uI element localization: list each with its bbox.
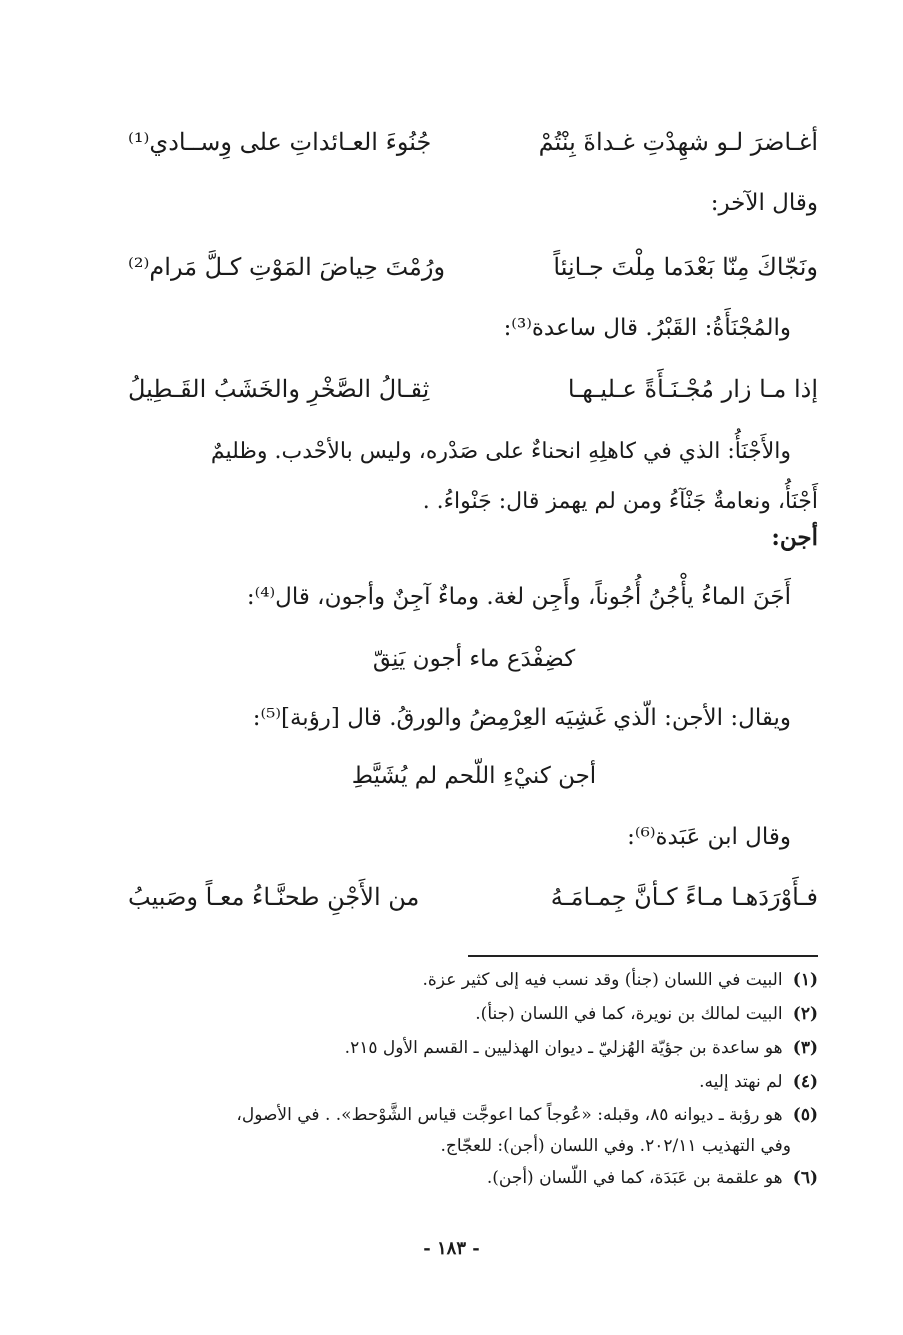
verse-first-hemistich: إذا مـا زار مُجْـنَـأَةً عـليـهـا xyxy=(567,375,818,403)
prose-line: أَجْنَأُ، ونعامةٌ جَنْآءُ ومن لم يهمز قال: جَنْواءُ. . xyxy=(422,489,818,514)
prose-line: أَجَنَ الماءُ يأْجُنُ أُجُوناً، وأَجِن لغة. وماءٌ آجِنٌ وأجون، قال⁽⁴⁾: xyxy=(246,584,791,610)
footnote-number: (٣) xyxy=(792,1038,818,1058)
footnote-text: هو ساعدة بن جؤيّة الهُزليّ ـ ديوان الهذليين ـ القسم الأول ٢١٥. xyxy=(344,1038,783,1058)
verse-first-hemistich: أغـاضرَ لـو شهِدْتِ غـداةَ بِنْتُمْ xyxy=(538,128,818,156)
footnote-number: (٤) xyxy=(792,1072,818,1092)
footnote-number: (٦) xyxy=(792,1168,818,1188)
verse-line xyxy=(128,880,818,914)
footnote xyxy=(125,1069,818,1095)
footnote-continuation xyxy=(125,1133,791,1159)
verse-first-hemistich: فـأَوْرَدَهـا مـاءً كـأنَّ جِمـامَـهُ xyxy=(550,883,818,911)
footnote xyxy=(125,1035,818,1061)
footnote-text: هو رؤبة ـ ديوانه ٨٥، وقبله: «عُوجاً كما اعوجَّت قياس الشَّوْحط». . في الأصول، xyxy=(236,1105,783,1125)
footnote-separator xyxy=(468,955,818,957)
page-number: - ١٨٣ - xyxy=(423,1238,480,1259)
verse-second-hemistich: جُنُوءَ العـائداتِ على وِســادي⁽¹⁾ xyxy=(128,128,432,156)
verse-fragment: كضِفْدَع ماء أجون يَنِقّ xyxy=(372,646,576,672)
prose-line: وقال الآخر: xyxy=(710,190,818,216)
footnote-number: (١) xyxy=(792,970,818,990)
verse-fragment: أجن كنيْءِ اللّحم لم يُشَيَّطِ xyxy=(351,763,597,789)
footnote xyxy=(125,1102,818,1128)
footnote-text: لم نهتد إليه. xyxy=(699,1072,783,1092)
verse-first-hemistich: ونَجّاكَ مِنّا بَعْدَما مِلْتَ جـانِئاً xyxy=(553,253,818,281)
footnote-text: هو علقمة بن عَبَدَة، كما في اللّسان (أجن). xyxy=(486,1168,783,1188)
footnote xyxy=(125,967,818,993)
footnote xyxy=(125,1165,818,1191)
footnote-text: وفي التهذيب ٢٠٢/١١. وفي اللسان (أجن): للعجّاج. xyxy=(440,1136,791,1156)
footnote xyxy=(125,1001,818,1027)
prose-line: ويقال: الأجن: الّذي غَشِيَه العِرْمِضُ والورقُ. قال [رؤبة]⁽⁵⁾: xyxy=(252,705,791,731)
verse-second-hemistich: ثِقـالُ الصَّخْرِ والخَشَبُ القَـطِيلُ xyxy=(128,375,430,403)
verse-second-hemistich: من الأَجْنِ طحنَّـاءُ معـاً وصَبيبُ xyxy=(128,883,420,911)
footnote-number: (٢) xyxy=(792,1004,818,1024)
verse-second-hemistich: ورُمْتَ حِياضَ المَوْتِ كـلَّ مَرام⁽²⁾ xyxy=(128,253,446,281)
verse-line xyxy=(128,372,818,406)
prose-line: والمُجْنَأَةُ: القَبْرُ. قال ساعدة⁽³⁾: xyxy=(503,315,791,341)
verse-line xyxy=(128,125,818,159)
prose-line: والأَجْنَأُ: الذي في كاهلِهِ انحناءٌ على صَدْره، وليس بالأحْدب. وظليمٌ xyxy=(210,439,791,464)
footnote-text: البيت في اللسان (جنأ) وقد نسب فيه إلى كثير عزة. xyxy=(422,970,783,990)
footnote-number: (٥) xyxy=(792,1105,818,1125)
prose-line: وقال ابن عَبَدة⁽⁶⁾: xyxy=(627,824,791,850)
verse-line xyxy=(128,250,818,284)
footnote-text: البيت لمالك بن نويرة، كما في اللسان (جنأ). xyxy=(475,1004,783,1024)
section-heading: أجن: xyxy=(771,524,818,551)
